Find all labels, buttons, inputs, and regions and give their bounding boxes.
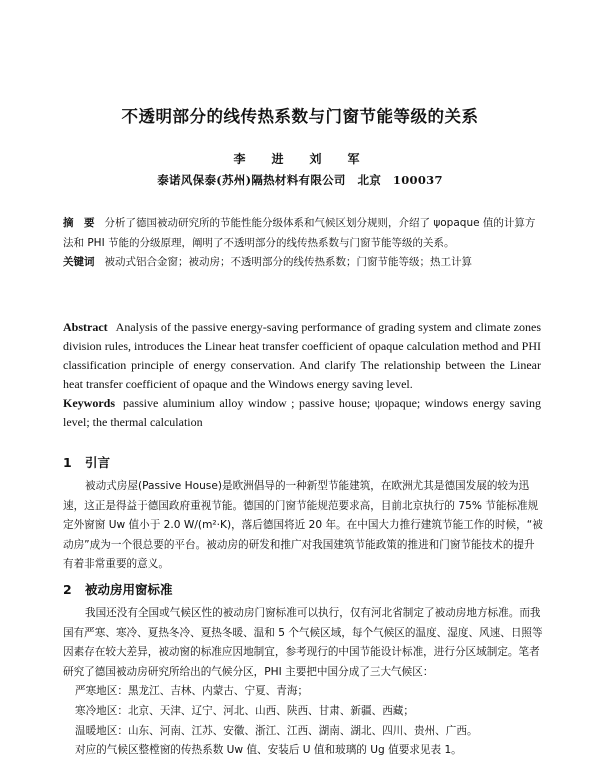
climate-zone-warm: 温暖地区：山东、河南、江苏、安徽、浙江、江西、湖南、湖北、四川、贵州、广西。 — [75, 724, 478, 737]
section-1-title: 引言 — [85, 455, 111, 470]
section-2-closing: 对应的气候区整樘窗的传热系数 Uw 值、安装后 U 值和玻璃的 Ug 值要求见表 1。 — [75, 744, 462, 757]
cn-abstract-text: 分析了德国被动研究所的节能性能分级体系和气候区划分规则，介绍了 ψopaque 值的计算方法和 PHI 节能的分级原理，阐明了不透明部分的线传热系数与门窗节能等级的关系。 — [63, 217, 536, 249]
section-2-number: 2 — [63, 582, 72, 597]
section-1-number: 1 — [63, 455, 72, 470]
cn-keywords-text: 被动式铝合金窗；被动房；不透明部分的线传热系数；门窗节能等级；热工计算 — [104, 256, 472, 268]
cn-keywords — [63, 253, 541, 273]
en-abstract-label: Abstract — [63, 320, 108, 334]
en-abstract-block — [63, 318, 541, 432]
section-1-heading — [63, 453, 110, 471]
section-2-body — [63, 604, 543, 761]
paper-affiliation: 泰诺风保泰(苏州)隔热材料有限公司 北京 100037 — [157, 173, 443, 187]
cn-abstract-label: 摘 要 — [63, 217, 95, 229]
section-2-heading — [63, 580, 173, 598]
section-2-paragraph: 我国还没有全国或气候区性的被动房门窗标准可以执行，仅有河北省制定了被动房地方标准。而我国有严寒、寒冷、夏热冬冷、夏热冬暖、温和 5 个气候区域，每个气候区的温度、湿度、风速、日照等因素存在较大差异，被动窗的标准应因地制宜，参考现行的中国节能设计标准，进行分区域制定。笔者研究了德国被动房研究所给出的气候分区，PHI 主要把中国分成了三大气候区： — [63, 607, 543, 678]
cn-keywords-label: 关键词 — [63, 256, 95, 268]
en-keywords-text: passive aluminium alloy window ; passive house; ψopaque; windows energy saving level; the thermal calculation — [63, 396, 541, 429]
en-keywords-label: Keywords — [63, 396, 115, 410]
paper-title: 不透明部分的线传热系数与门窗节能等级的关系 — [121, 107, 479, 126]
cn-abstract-block — [63, 214, 541, 273]
climate-zone-severe-cold: 严寒地区：黑龙江、吉林、内蒙古、宁夏、青海； — [75, 685, 309, 698]
en-abstract — [63, 318, 541, 394]
section-1-body — [63, 477, 543, 575]
climate-zone-cold: 寒冷地区：北京、天津、辽宁、河北、山西、陕西、甘肃、新疆、西藏； — [75, 704, 414, 717]
section-2-title: 被动房用窗标准 — [85, 582, 173, 597]
paper-authors: 李 进 刘 军 — [233, 152, 367, 166]
section-1-paragraph: 被动式房屋(Passive House)是欧洲倡导的一种新型节能建筑，在欧洲尤其是德国发展的较为迅速，这正是得益于德国政府重视节能。德国的门窗节能规范要求高，目前北京执行的 75% 节能标准规定外窗窗 Uw 值小于 2.0 W/(m²·K)，落后德国将近 20 年。在中国大力推行建筑节能工作的时候，“被动房”成为一个很总要的平台。被动房的研发和推广对我国建筑节能政策的推进和门窗节能技术的提升有着非常重要的意义。 — [63, 480, 543, 571]
en-abstract-text: Analysis of the passive energy-saving performance of grading system and climate zones division rules, introduces the Linear heat transfer coefficient of opaque calculation method and PHI classification principle of energy conservation. And clarify The relationship between the Linear heat transfer coefficient of opaque and the Windows energy saving level. — [63, 320, 541, 391]
cn-abstract — [63, 214, 541, 253]
en-keywords — [63, 394, 541, 432]
